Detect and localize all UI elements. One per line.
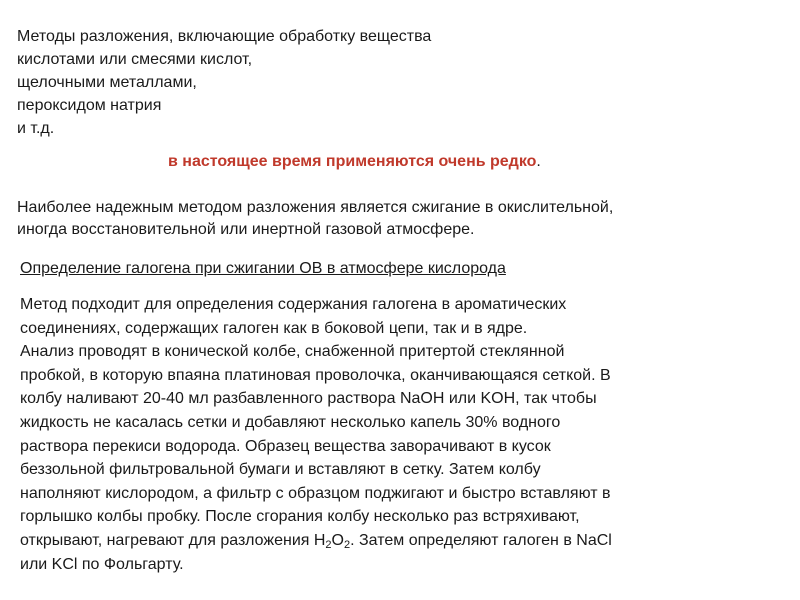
- formula-text-b: O: [331, 531, 344, 549]
- section-line-7: раствора перекиси водорода. Образец вещества заворачивают в кусок: [20, 437, 551, 455]
- reliable-line-2: иногда восстановительной или инертной газовой атмосфере.: [17, 221, 475, 238]
- rare-usage-highlight: в настоящее время применяются очень редко: [168, 153, 537, 170]
- section-heading: Определение галогена при сжигании ОВ в атмосфере кислорода: [20, 260, 506, 277]
- section-line-5: колбу наливают 20-40 мл разбавленного раствора NaOH или KOH, так чтобы: [20, 390, 597, 408]
- formula-text-c: . Затем определяют галоген в NaCl: [350, 531, 612, 549]
- intro-line-4: пероксидом натрия: [17, 97, 162, 114]
- reliable-line-1: Наиболее надежным методом разложения является сжигание в окислительной,: [17, 199, 614, 216]
- section-line-6: жидкость не касалась сетки и добавляют несколько капель 30% водного: [20, 413, 561, 431]
- reliable-method-block: [17, 197, 787, 241]
- section-line-11: [20, 529, 790, 553]
- section-line-4: пробкой, в которую впаяна платиновая проволочка, оканчивающаяся сеткой. В: [20, 366, 611, 384]
- rare-usage-period: .: [536, 153, 541, 170]
- section-line-8: беззольной фильтровальной бумаги и вставляют в сетку. Затем колбу: [20, 461, 541, 479]
- intro-line-3: щелочными металлами,: [17, 74, 197, 91]
- section-body: [20, 293, 790, 576]
- section-line-9: наполняют кислородом, а фильтр с образцом поджигают и быстро вставляют в: [20, 484, 611, 502]
- section-line-10: горлышко колбы пробку. После сгорания колбу несколько раз встряхивают,: [20, 508, 580, 526]
- formula-sub-o: 2: [344, 538, 351, 551]
- section-line-3: Анализ проводят в конической колбе, снабженной притертой стеклянной: [20, 343, 565, 361]
- intro-line-1: Методы разложения, включающие обработку вещества: [17, 28, 432, 45]
- intro-block: [17, 25, 431, 140]
- section-line-2: соединениях, содержащих галоген как в боковой цепи, так и в ядре.: [20, 319, 528, 337]
- formula-text-a: открывают, нагревают для разложения H: [20, 531, 326, 549]
- section-line-1: Метод подходит для определения содержания галогена в ароматических: [20, 296, 567, 313]
- section-line-12: или KCl по Фольгарту.: [20, 555, 184, 573]
- intro-line-5: и т.д.: [17, 120, 55, 137]
- rare-usage-note: [168, 150, 541, 173]
- intro-line-2: кислотами или смесями кислот,: [17, 51, 253, 68]
- formula-sub-h: 2: [325, 538, 332, 551]
